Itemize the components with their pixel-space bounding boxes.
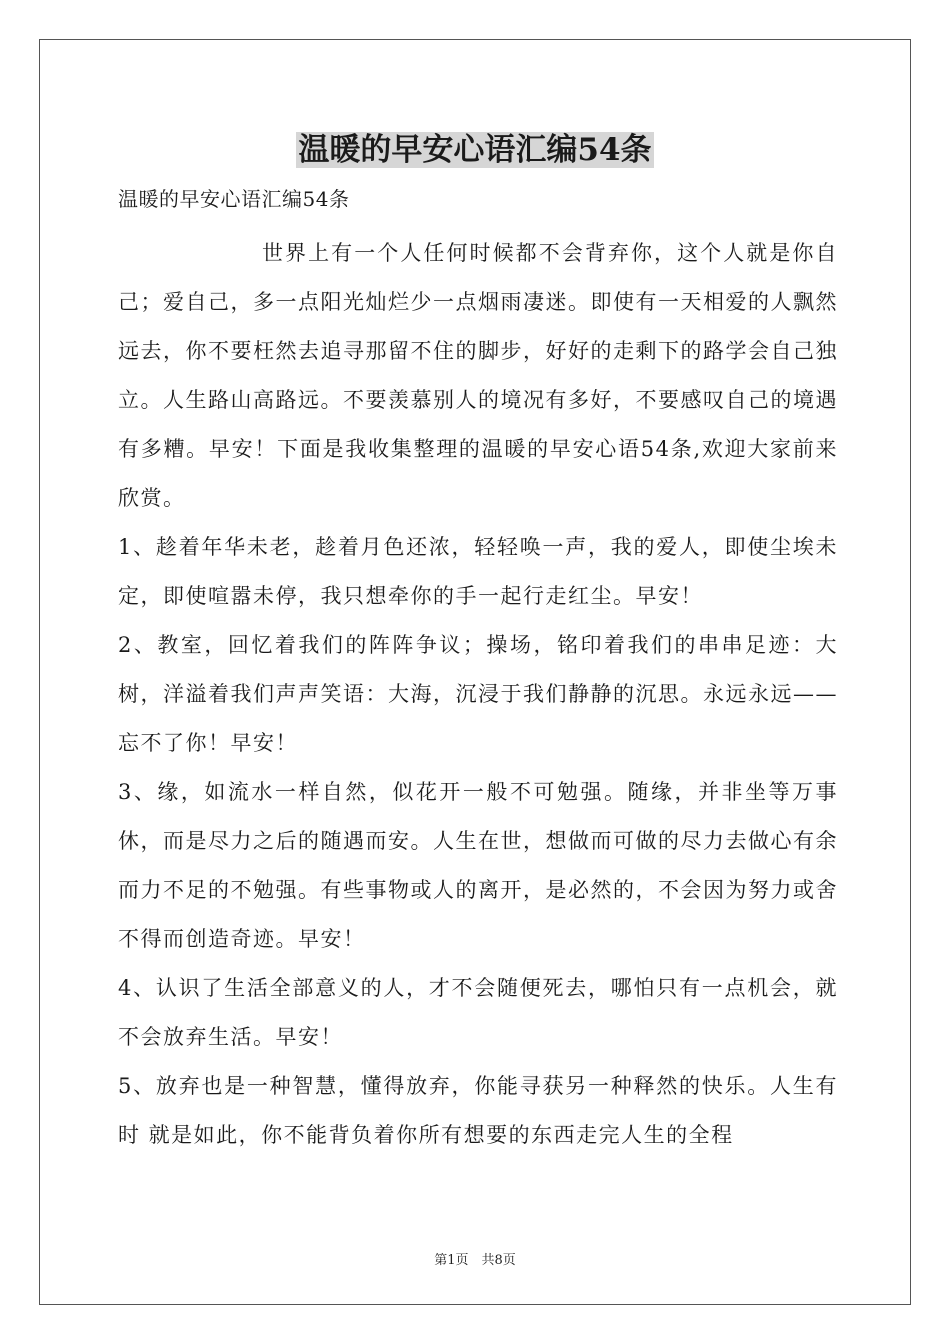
document-title [0, 128, 950, 172]
quote-paragraph-5: 5、放弃也是一种智慧，懂得放弃，你能寻获另一种释然的快乐。人生有时 就是如此，你不能背负着你所有想要的东西走完人生的全程 [118, 1074, 838, 1147]
document-subtitle: 温暖的早安心语汇编54条 [118, 187, 350, 211]
document-body [118, 179, 838, 1160]
quote-paragraph-3: 3、缘，如流水一样自然，似花开一般不可勉强。随缘，并非坐等万事休，而是尽力之后的随遇而安。人生在世，想做而可做的尽力去做心有余而力不足的不勉强。有些事物或人的离开，是必然的，不会因为努力或舍不得而创造奇迹。早安！ [118, 780, 838, 951]
quote-paragraph-4: 4、认识了生活全部意义的人，才不会随便死去，哪怕只有一点机会，就不会放弃生活。早安！ [118, 976, 838, 1049]
quote-paragraph-1: 1、趁着年华未老，趁着月色还浓，轻轻唤一声，我的爱人，即使尘埃未定，即使喧嚣未停，我只想牵你的手一起行走红尘。早安！ [118, 535, 838, 608]
document-title-text: 温暖的早安心语汇编54条 [298, 132, 652, 168]
intro-paragraph: 世界上有一个人任何时候都不会背弃你，这个人就是你自己；爱自己，多一点阳光灿烂少一点烟雨凄迷。即使有一天相爱的人飘然远去，你不要枉然去追寻那留不住的脚步，好好的走剩下的路学会自己独立。人生路山高路远。不要羡慕别人的境况有多好，不要感叹自己的境遇有多糟。早安！下面是我收集整理的温暖的早安心语54条,欢迎大家前来欣赏。 [118, 241, 838, 510]
quote-paragraph-2: 2、教室，回忆着我们的阵阵争议；操场，铭印着我们的串串足迹：大树，洋溢着我们声声笑语：大海，沉浸于我们静静的沉思。永远永远——忘不了你！早安！ [118, 633, 838, 755]
page-number-footer: 第1页 共8页 [434, 1253, 516, 1268]
